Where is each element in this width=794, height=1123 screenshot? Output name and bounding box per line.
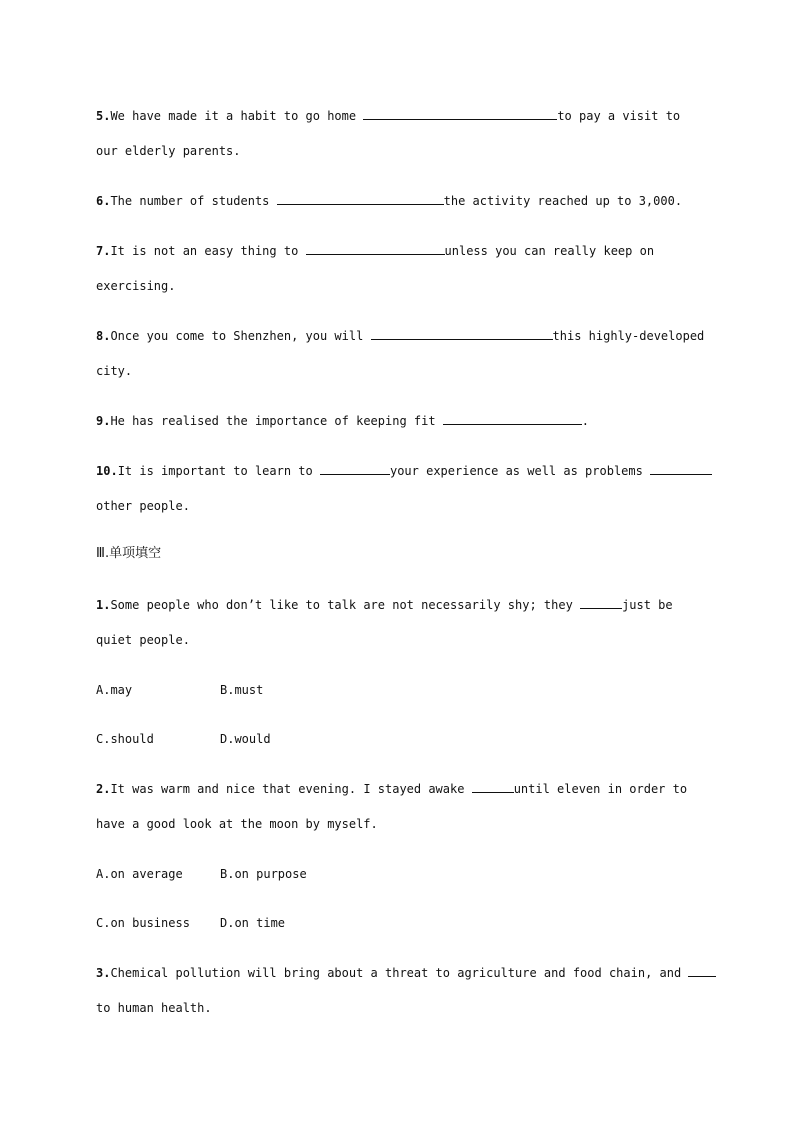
option-a[interactable]: A.may <box>96 683 133 697</box>
question-text: We have made it a habit to go home <box>110 109 364 123</box>
question-8-line-1 <box>96 327 704 344</box>
mc-question-3-line-2: to human health. <box>96 1001 212 1015</box>
question-7-line-1 <box>96 242 654 259</box>
question-number: 3. <box>96 966 111 980</box>
question-text: Chemical pollution will bring about a threat to agriculture and food chain, and <box>110 966 689 980</box>
mc-question-2-line-2: have a good look at the moon by myself. <box>96 817 378 831</box>
answer-blank[interactable] <box>277 192 444 205</box>
question-number: 1. <box>96 598 111 612</box>
option-b[interactable]: B.must <box>220 683 264 697</box>
mc-question-3-line-1 <box>96 964 716 981</box>
answer-blank[interactable] <box>306 242 445 255</box>
option-d[interactable]: D.on time <box>220 916 286 930</box>
question-8-line-2: city. <box>96 364 133 378</box>
question-text: unless you can really keep on <box>444 244 655 258</box>
answer-blank[interactable] <box>472 780 514 793</box>
question-number: 7. <box>96 244 111 258</box>
mc-question-1-line-2: quiet people. <box>96 633 190 647</box>
question-number: 8. <box>96 329 111 343</box>
question-text: until eleven in order to <box>513 782 688 796</box>
question-10-line-1 <box>96 462 712 479</box>
answer-blank[interactable] <box>320 462 390 475</box>
question-6-line-1 <box>96 192 682 209</box>
question-text: . <box>581 414 590 428</box>
answer-blank[interactable] <box>580 596 622 609</box>
option-c[interactable]: C.on business <box>96 916 190 930</box>
question-text: the activity reached up to 3,000. <box>443 194 683 208</box>
question-number: 10. <box>96 464 118 478</box>
question-number: 5. <box>96 109 111 123</box>
question-text: He has realised the importance of keeping fit <box>110 414 443 428</box>
question-text: It is not an easy thing to <box>110 244 306 258</box>
answer-blank[interactable] <box>650 462 712 475</box>
question-text: to pay a visit to <box>557 109 681 123</box>
question-text: It was warm and nice that evening. I stayed awake <box>110 782 472 796</box>
question-10-line-2: other people. <box>96 499 190 513</box>
section-title: Ⅲ.单项填空 <box>96 546 162 561</box>
question-5-line-2: our elderly parents. <box>96 144 241 158</box>
question-text: Some people who don’t like to talk are not necessarily shy; they <box>110 598 581 612</box>
mc-question-1-line-1 <box>96 596 673 613</box>
question-number: 9. <box>96 414 111 428</box>
answer-blank[interactable] <box>688 964 716 977</box>
answer-blank[interactable] <box>371 327 553 340</box>
question-text: just be <box>622 598 673 612</box>
question-7-line-2: exercising. <box>96 279 176 293</box>
option-a[interactable]: A.on average <box>96 867 183 881</box>
question-number: 2. <box>96 782 111 796</box>
question-text: Once you come to Shenzhen, you will <box>110 329 371 343</box>
option-b[interactable]: B.on purpose <box>220 867 307 881</box>
question-text: this highly-developed <box>552 329 705 343</box>
option-c[interactable]: C.should <box>96 732 154 746</box>
question-text: The number of students <box>110 194 277 208</box>
answer-blank[interactable] <box>363 107 557 120</box>
answer-blank[interactable] <box>443 412 582 425</box>
option-d[interactable]: D.would <box>220 732 271 746</box>
question-9-line-1 <box>96 412 589 429</box>
mc-question-2-line-1 <box>96 780 687 797</box>
question-number: 6. <box>96 194 111 208</box>
question-text: your experience as well as problems <box>389 464 651 478</box>
question-5-line-1 <box>96 107 680 124</box>
question-text: It is important to learn to <box>117 464 320 478</box>
